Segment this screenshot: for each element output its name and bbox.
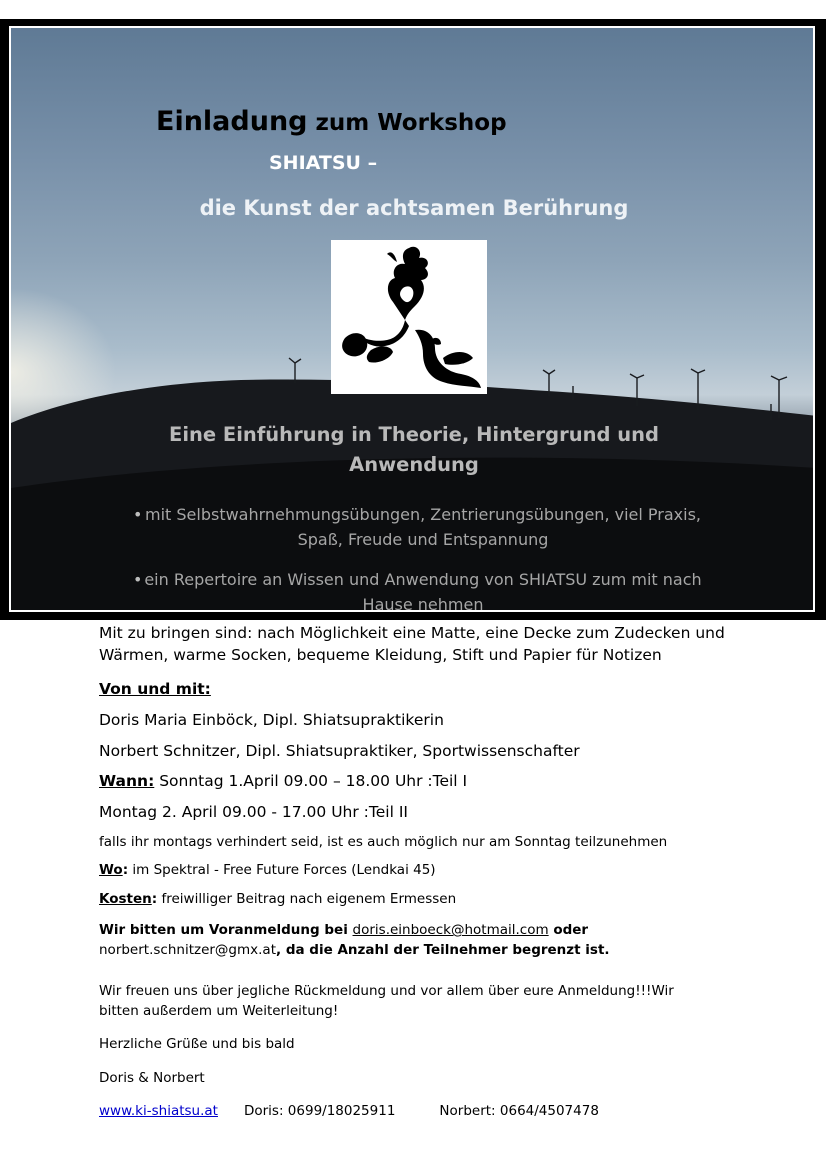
hero-image-frame [9, 26, 815, 612]
list-item: • mit Selbstwahrnehmungsübungen, Zentrierungsübungen, viel Praxis, Spaß, Freude und Entspannung [123, 502, 723, 552]
shiatsu-figures-logo-icon [331, 240, 487, 394]
website-link[interactable]: www.ki-shiatsu.at [99, 1103, 218, 1119]
montag-line: Montag 2. April 09.00 - 17.00 Uhr :Teil II [99, 803, 408, 821]
hero-banner [0, 19, 826, 620]
bullet-icon: • [133, 505, 143, 524]
tagline: die Kunst der achtsamen Berührung [199, 196, 629, 220]
contact-footer [99, 1103, 599, 1119]
wann-label: Wann: [99, 772, 155, 790]
doris-phone: Doris: 0699/18025911 [243, 1103, 396, 1119]
email-norbert[interactable]: norbert.schnitzer@gmx.at [99, 942, 276, 958]
list-item: • ein Repertoire an Wissen und Anwendung von SHIATSU zum mit nach Hause nehmen [123, 567, 723, 612]
von-und-mit-heading: Von und mit: [99, 680, 211, 698]
bring-along-text: Mit zu bringen sind: nach Möglichkeit eine Matte, eine Decke zum Zudecken und Wärmen, warme Socken, bequeme Kleidung, Stift und Papier für Notizen [99, 624, 725, 664]
email-link-doris[interactable]: doris.einboeck@hotmail.com [352, 922, 549, 938]
bullet-icon: • [133, 570, 143, 589]
registration-text: Wir bitten um Voranmeldung bei doris.einboeck@hotmail.com oder norbert.schnitzer@gmx.at, da die Anzahl der Teilnehmer begrenzt ist. [99, 922, 610, 958]
subtitle: SHIATSU – [269, 152, 378, 174]
feedback-text: Wir freuen uns über jegliche Rückmeldung und vor allem über eure Anmeldung!!!Wir bitten außerdem um Weiterleitung! [99, 983, 674, 1019]
wo-label: Wo [99, 862, 123, 878]
kosten-line: Kosten: freiwilliger Beitrag nach eigenem Ermessen [99, 891, 457, 907]
signature: Doris & Norbert [99, 1070, 205, 1086]
title: Einladung zum Workshop [156, 106, 507, 137]
norbert-phone: Norbert: 0664/4507478 [439, 1103, 599, 1119]
person-doris: Doris Maria Einböck, Dipl. Shiatsupraktikerin [99, 711, 444, 729]
wann-line: Wann: Sonntag 1.April 09.00 – 18.00 Uhr :Teil I [99, 772, 468, 790]
intro-heading: Eine Einführung in Theorie, Hintergrund und Anwendung [169, 423, 659, 476]
person-norbert: Norbert Schnitzer, Dipl. Shiatsupraktiker, Sportwissenschafter [99, 742, 580, 760]
kosten-label: Kosten [99, 891, 152, 907]
wo-line: Wo: im Spektral - Free Future Forces (Lendkai 45) [99, 862, 436, 878]
falls-note: falls ihr montags verhindert seid, ist es auch möglich nur am Sonntag teilzunehmen [99, 834, 668, 850]
greeting: Herzliche Grüße und bis bald [99, 1036, 295, 1052]
